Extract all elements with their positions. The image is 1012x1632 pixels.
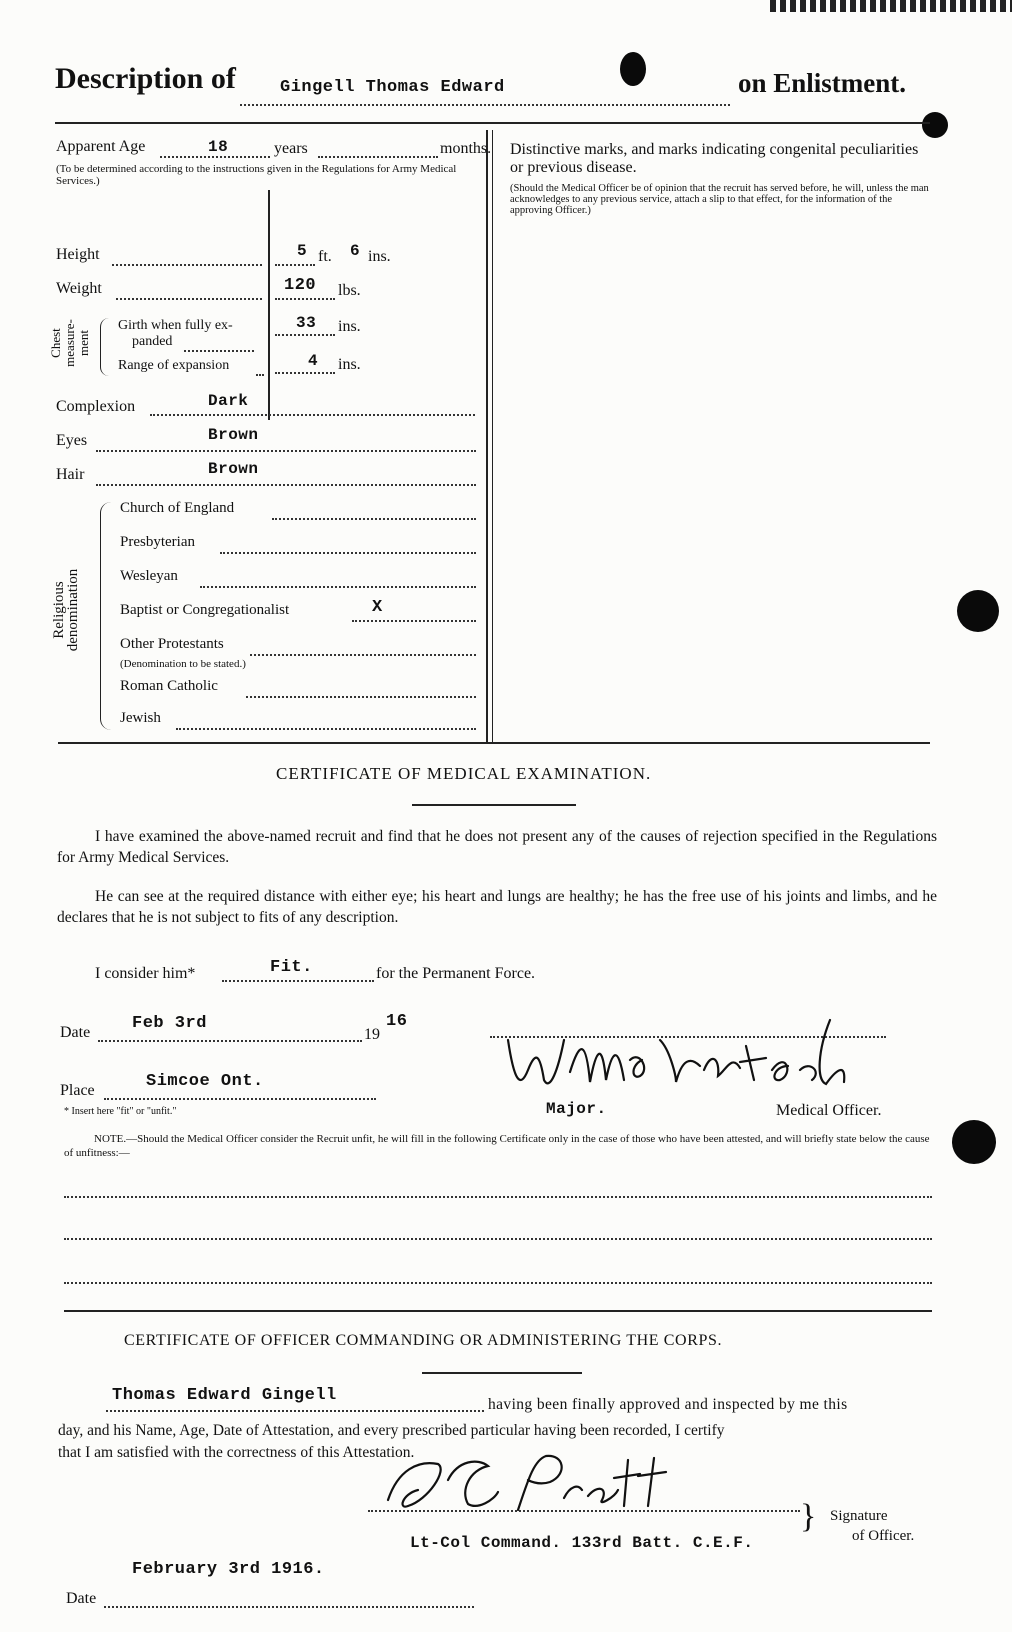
religion-line-4 — [250, 654, 476, 656]
commanding-title-underline — [422, 1372, 582, 1374]
range-value: 4 — [308, 352, 319, 370]
religion-roman-catholic: Roman Catholic — [120, 678, 218, 694]
religion-jewish: Jewish — [120, 710, 161, 726]
punch-hole-lower-right — [952, 1120, 996, 1164]
eyes-value: Brown — [208, 426, 259, 444]
unfitness-line-1 — [64, 1196, 932, 1198]
religion-wesleyan: Wesleyan — [120, 568, 178, 584]
torn-edge — [770, 0, 1012, 12]
commanding-para-1: having been finally approved and inspected by me this — [488, 1396, 848, 1413]
center-column-rule-2 — [492, 130, 493, 744]
commanding-name-line — [106, 1410, 484, 1412]
header-suffix: on Enlistment. — [738, 68, 907, 98]
range-line-2 — [275, 372, 335, 374]
section-rule-top — [58, 742, 930, 744]
height-line-2 — [275, 264, 315, 266]
religion-line-5 — [246, 696, 476, 698]
girth-line-2 — [275, 334, 335, 336]
medical-place-line — [104, 1098, 376, 1100]
height-label: Height — [56, 246, 100, 263]
religion-church-of-england: Church of England — [120, 500, 235, 516]
medical-year-prefix: 19 — [364, 1026, 380, 1043]
religion-presbyterian: Presbyterian — [120, 534, 195, 550]
weight-line-2 — [275, 298, 335, 300]
medical-date-value: Feb 3rd — [132, 1014, 207, 1033]
age-months-label: months. — [440, 140, 492, 157]
consider-suffix: for the Permanent Force. — [376, 965, 536, 982]
header-name-line — [240, 104, 730, 106]
weight-label: Weight — [56, 280, 102, 297]
punch-hole-top-right — [922, 112, 948, 138]
religion-baptist-congregationalist: Baptist or Congregationalist — [120, 602, 290, 618]
commanding-para-3: that I am satisfied with the correctness of this Attestation. — [58, 1444, 415, 1461]
weight-value: 120 — [284, 276, 317, 295]
consider-line — [222, 980, 374, 982]
hair-label: Hair — [56, 466, 85, 483]
unfitness-line-3 — [64, 1282, 932, 1284]
eyes-label: Eyes — [56, 432, 88, 449]
left-inner-column-rule — [268, 190, 270, 420]
chest-brace — [100, 318, 109, 376]
religion-line-2 — [200, 586, 476, 588]
religion-baptist-value: X — [372, 598, 383, 617]
medical-title: CERTIFICATE OF MEDICAL EXAMINATION. — [276, 764, 652, 783]
consider-value: Fit. — [270, 958, 313, 977]
religion-other-protestants: Other Protestants — [120, 636, 224, 652]
header-prefix: Description of — [55, 62, 236, 95]
signature-label-1: Signature — [830, 1508, 888, 1524]
signature-label-2: of Officer. — [852, 1528, 915, 1544]
medical-year-value: 16 — [386, 1012, 408, 1031]
commanding-rank-value: Lt-Col Command. 133rd Batt. C.E.F. — [410, 1534, 754, 1552]
range-label: Range of expansion — [118, 358, 230, 373]
height-feet-value: 5 — [297, 242, 308, 260]
medical-date-label: Date — [60, 1024, 91, 1041]
girth-unit: ins. — [338, 318, 361, 335]
medical-officer-label: Medical Officer. — [776, 1102, 882, 1119]
paper-mark-top — [620, 52, 646, 86]
center-column-rule — [486, 130, 488, 744]
girth-line-1 — [184, 350, 254, 352]
section-rule-bottom — [64, 1310, 932, 1312]
punch-hole-middle-right — [957, 590, 999, 632]
weight-unit: lbs. — [338, 282, 361, 299]
medical-officer-signature — [500, 1010, 880, 1096]
medical-para-2: He can see at the required distance with either eye; his heart and lungs are healthy; he has the free use of his joints and limbs, and he declares that he is not subject to fits of any description. — [57, 888, 937, 926]
commanding-para-2: day, and his Name, Age, Date of Attestation, and every prescribed particular having been recorded, I certify — [58, 1422, 725, 1439]
height-ins-label: ins. — [368, 248, 391, 265]
commanding-officer-signature — [378, 1440, 728, 1520]
marks-note: (Should the Medical Officer be of opinion that the recruit has served before, he will, unless the man acknowledges to any previous service, attach a slip to that effect, for the information of the approving Officer.) — [510, 183, 929, 216]
height-ft-label: ft. — [318, 248, 332, 265]
medical-place-value: Simcoe Ont. — [146, 1072, 264, 1091]
age-months-line — [318, 156, 438, 158]
religion-brace — [100, 502, 111, 730]
religion-line-0 — [272, 518, 476, 520]
age-label: Apparent Age — [56, 138, 146, 155]
age-years-line — [160, 156, 270, 158]
signature-brace: } — [800, 1498, 817, 1535]
height-inches-value: 6 — [350, 242, 361, 260]
eyes-line — [96, 450, 476, 452]
range-unit: ins. — [338, 356, 361, 373]
commanding-date-label: Date — [66, 1590, 97, 1607]
religion-line-3 — [352, 620, 476, 622]
religion-other-note: (Denomination to be stated.) — [120, 658, 246, 670]
unfitness-line-2 — [64, 1238, 932, 1240]
height-line-1 — [112, 264, 262, 266]
medical-officer-rank: Major. — [546, 1100, 607, 1118]
commanding-name-value: Thomas Edward Gingell — [112, 1386, 337, 1405]
hair-line — [96, 484, 476, 486]
age-note: (To be determined according to the instructions given in the Regulations for Army Medical Services.) — [56, 163, 457, 187]
complexion-label: Complexion — [56, 398, 136, 415]
commanding-date-value: February 3rd 1916. — [132, 1560, 325, 1579]
header-name-value: Gingell Thomas Edward — [280, 78, 505, 97]
commanding-date-line — [104, 1606, 474, 1608]
medical-footnote: * Insert here "fit" or "unfit." — [64, 1106, 177, 1117]
religion-line-1 — [220, 552, 476, 554]
hair-value: Brown — [208, 460, 259, 478]
age-value: 18 — [208, 138, 229, 156]
girth-label-2: panded — [132, 334, 173, 349]
commanding-signature-line — [368, 1510, 800, 1512]
commanding-title: CERTIFICATE OF OFFICER COMMANDING OR ADMINISTERING THE CORPS. — [124, 1332, 723, 1349]
complexion-line — [150, 414, 475, 416]
medical-note: NOTE.—Should the Medical Officer consider the Recruit unfit, he will fill in the following Certificate only in the case of those who have been attested, and will briefly state below the cause of unfitness:— — [64, 1133, 930, 1159]
range-line-1 — [256, 374, 264, 376]
complexion-value: Dark — [208, 392, 249, 410]
age-years-label: years — [274, 140, 308, 157]
consider-prefix: I consider him* — [95, 965, 196, 982]
chest-side-label: Chest measure-ment — [48, 319, 91, 367]
marks-title: Distinctive marks, and marks indicating congenital peculiarities or previous disease. — [510, 141, 919, 176]
religion-line-6 — [176, 728, 476, 730]
weight-line-1 — [116, 298, 262, 300]
girth-value: 33 — [296, 314, 317, 332]
religion-side-label: Religious denomination — [51, 568, 81, 652]
header-rule — [55, 122, 930, 124]
medical-title-underline — [412, 804, 576, 806]
medical-date-line — [98, 1040, 362, 1042]
medical-para-1: I have examined the above-named recruit and find that he does not present any of the causes of rejection specified in the Regulations for Army Medical Services. — [57, 828, 937, 866]
girth-label-1: Girth when fully ex- — [118, 318, 233, 333]
medical-place-label: Place — [60, 1082, 95, 1099]
